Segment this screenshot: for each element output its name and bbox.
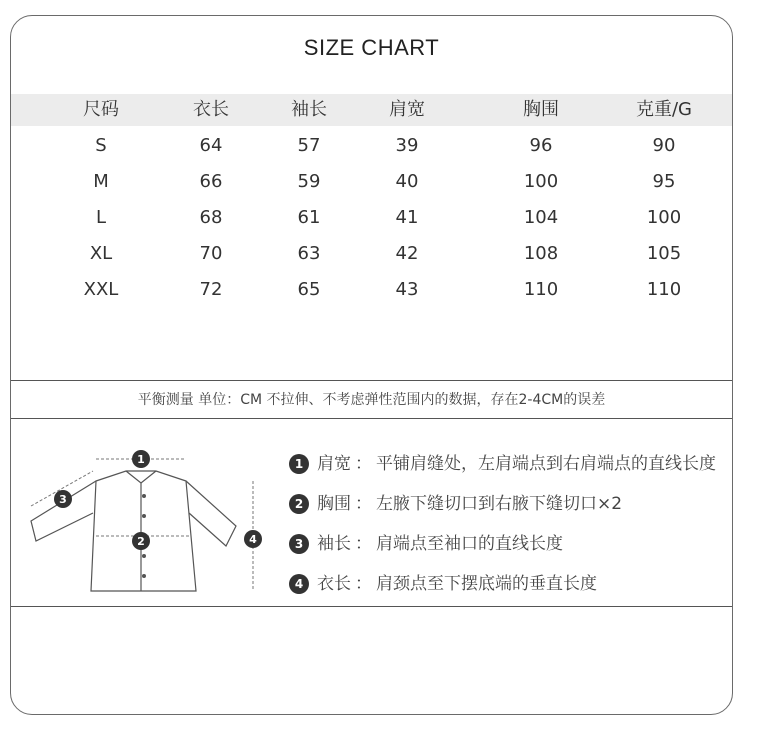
table-cell: 100 xyxy=(523,171,559,192)
table-cell: 110 xyxy=(523,279,559,300)
table-cell: 41 xyxy=(395,207,419,228)
divider-middle xyxy=(11,418,732,419)
shirt-collar xyxy=(126,471,156,483)
table-cell: 110 xyxy=(646,279,682,300)
table-cell: M xyxy=(93,171,109,192)
legend-description: 肩颈点至下摆底端的垂直长度 xyxy=(376,574,597,594)
table-header-cell: 肩宽 xyxy=(389,99,425,120)
legend-label: 衣长 xyxy=(317,574,351,594)
legend-description: 平铺肩缝处，左肩端点到右肩端点的直线长度 xyxy=(376,454,716,474)
legend-separator: ： xyxy=(355,494,372,514)
table-header-cell: 胸围 xyxy=(523,99,559,120)
size-chart-card xyxy=(10,15,733,715)
table-cell: 66 xyxy=(199,171,223,192)
legend-label: 胸围 xyxy=(317,494,351,514)
table-cell: 95 xyxy=(652,171,676,192)
legend-item xyxy=(289,444,729,484)
marker-1: 1 xyxy=(137,453,145,466)
shirt-body xyxy=(91,471,196,591)
table-header-row xyxy=(11,92,732,128)
legend-number-icon: 2 xyxy=(289,494,309,514)
table-cell: 42 xyxy=(395,243,419,264)
table-cell: XL xyxy=(89,243,113,264)
legend-number-icon: 1 xyxy=(289,454,309,474)
table-cell: 105 xyxy=(646,243,682,264)
table-row xyxy=(11,236,732,272)
table-cell: 59 xyxy=(297,171,321,192)
table-row xyxy=(11,128,732,164)
legend-item xyxy=(289,524,729,564)
table-header-cell: 尺码 xyxy=(83,99,119,120)
legend-separator: ： xyxy=(355,534,372,554)
legend-description: 左腋下缝切口到右腋下缝切口×2 xyxy=(376,494,623,514)
table-cell: 100 xyxy=(646,207,682,228)
divider-top xyxy=(11,380,732,381)
table-row xyxy=(11,200,732,236)
page-title: SIZE CHART xyxy=(303,35,440,60)
shirt-right-sleeve xyxy=(186,481,236,546)
table-row xyxy=(11,164,732,200)
table-cell: 64 xyxy=(199,135,223,156)
table-cell: XXL xyxy=(83,279,119,300)
table-cell: 39 xyxy=(395,135,419,156)
table-cell: 104 xyxy=(523,207,559,228)
marker-4: 4 xyxy=(249,533,257,546)
table-cell: 90 xyxy=(652,135,676,156)
legend-description: 肩端点至袖口的直线长度 xyxy=(376,534,563,554)
table-cell: 43 xyxy=(395,279,419,300)
table-cell: L xyxy=(95,207,107,228)
table-cell: S xyxy=(95,135,107,156)
measurement-legend xyxy=(289,444,729,604)
table-header-cell: 克重/G xyxy=(635,99,692,120)
marker-3: 3 xyxy=(59,493,67,506)
table-cell: 63 xyxy=(297,243,321,264)
table-cell: 57 xyxy=(297,135,321,156)
table-header-cell: 衣长 xyxy=(193,99,229,120)
table-cell: 65 xyxy=(297,279,321,300)
legend-label: 袖长 xyxy=(317,534,351,554)
table-cell: 68 xyxy=(199,207,223,228)
table-header-cell: 袖长 xyxy=(291,99,327,120)
legend-item xyxy=(289,484,729,524)
table-cell: 72 xyxy=(199,279,223,300)
legend-number-icon: 4 xyxy=(289,574,309,594)
measurement-note: 平衡测量 单位：CM 不拉伸、不考虑弹性范围内的数据，存在2-4CM的误差 xyxy=(137,392,606,408)
legend-label: 肩宽 xyxy=(317,454,351,474)
table-cell: 61 xyxy=(297,207,321,228)
table-cell: 108 xyxy=(523,243,559,264)
diagram-markers xyxy=(54,450,262,550)
legend-separator: ： xyxy=(355,454,372,474)
shirt-diagram xyxy=(21,441,271,601)
table-cell: 70 xyxy=(199,243,223,264)
table-cell: 96 xyxy=(529,135,553,156)
table-row xyxy=(11,272,732,308)
legend-number-icon: 3 xyxy=(289,534,309,554)
marker-2: 2 xyxy=(137,535,145,548)
shirt-left-sleeve xyxy=(31,481,96,541)
legend-separator: ： xyxy=(355,574,372,594)
divider-bottom xyxy=(11,606,732,607)
table-cell: 40 xyxy=(395,171,419,192)
legend-item xyxy=(289,564,729,604)
